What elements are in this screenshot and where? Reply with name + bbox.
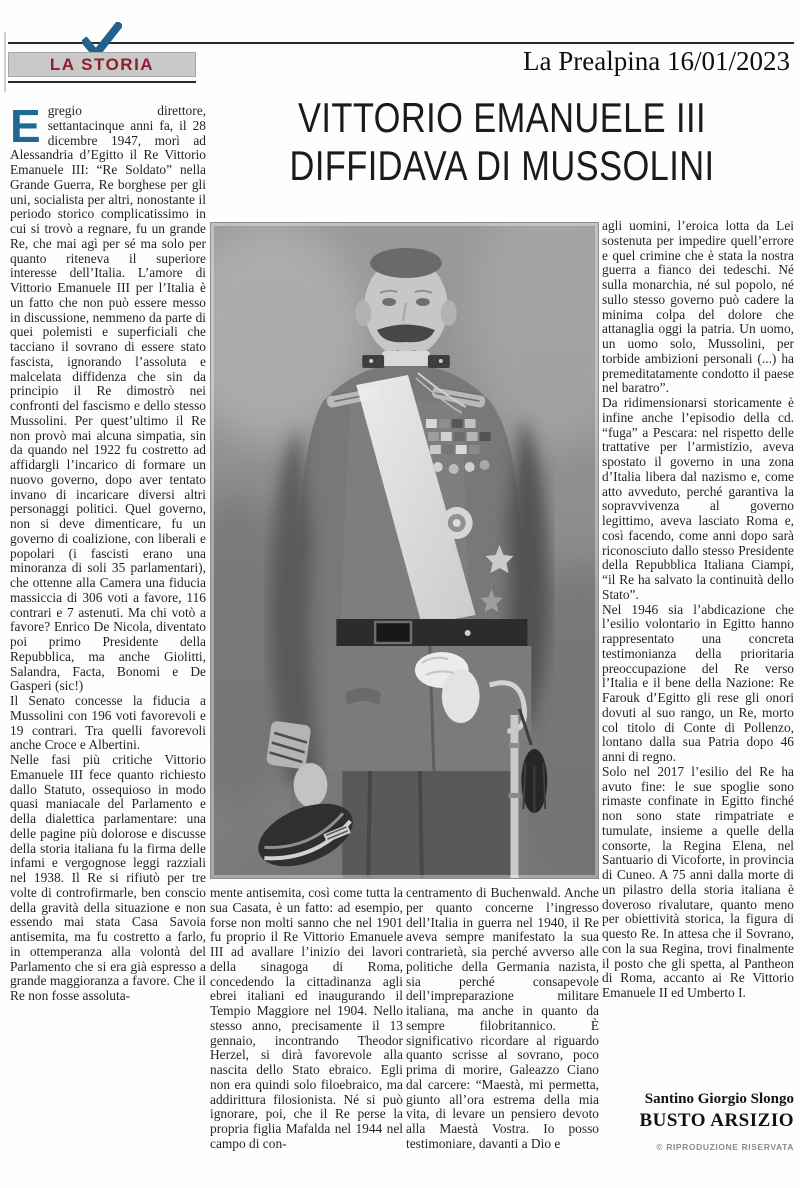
section-label-bar — [8, 52, 196, 77]
byline-city: BUSTO ARSIZIO — [639, 1110, 794, 1131]
section-label: LA STORIA — [49, 54, 155, 74]
drop-cap: E — [10, 104, 41, 152]
paragraph: Solo nel 2017 l’esilio del Re ha avuto fine: le sue spoglie sono rimaste confinate in Egitto finché non sono state rimpatriate e tumulate, insieme a quelle della consorte, la Regina Elena, nel Santuario di Vicoforte, in provincia di Cuneo. A 75 anni dalla morte di un pilastro della storia italiana è doveroso rivalutare, quanto meno per obiettività storica, la figura di questo Re. In attesa che il Sovrano, con la sua Regina, trovi finalmente il posto che gli spetta, al Pantheon di Roma, accanto ai Re Vittorio Emanuele II ed Umberto I. — [602, 763, 794, 1000]
paragraph: agli uomini, l’eroica lotta da Lei sostenuta per impedire quell’errore e quel crimine che è stata la nostra guerra a fianco dei tedeschi. Né sulla monarchia, né sul popolo, né sullo stesso governo può cadere la minima colpa del dolore che attanaglia oggi la patria. Un uomo, un uomo solo, Mussolini, per torbide ambizioni personali (...) ha premeditatamente condotto il paese nel baratro”. — [602, 219, 794, 396]
article-headline — [212, 94, 792, 190]
portrait-illustration — [211, 223, 598, 878]
paragraph: Nel 1946 sia l’abdicazione che l’esilio volontario in Egitto hanno rappresentato una concreta testimonianza della prioritaria preoccupazione del Re verso l’Italia e il bene della Nazione: Re Farouk d’Egitto gli rese gli onori dovuti al suo rango, un Re, morto col titolo di Conte di Pollenzo, lontano dalla sua Patria dopo 46 anni di regno. — [602, 601, 794, 764]
paragraph: Da ridimensionarsi storicamente è infine anche l’episodio della cd. “fuga” a Pescara: nel rispetto delle trattative per l’armistizio, aveva spostato il governo in una zona d’Italia libera dal nazismo e, come atto avveduto, perché garantiva la sopravvivenza al governo legittimo, aveva lasciato Roma e, così facendo, come anni dopo sarà riconosciuto dallo stesso Presidente della Repubblica Italiana Ciampi, “il Re ha salvato la continuità dello Stato”. — [602, 395, 794, 602]
column-left — [10, 104, 206, 1184]
paragraph: Il Senato concesse la fiducia a Mussolini con 196 voti favorevoli e 19 contrari. Tra quelli favorevoli anche Croce e Albertini. — [10, 693, 206, 753]
paragraph: Nelle fasi più critiche Vittorio Emanuele III fece quanto richiesto dallo Statuto, ossequioso in modo quasi maniacale del Parlamento e della dialettica parlamentare: una delle pagine più dolorose e discusse della storia italiana fu la firma delle infami e vergognose leggi razziali nel 1938. Il Re si rifiutò per tre volte di controfirmarle, ben conscio della gravità della situazione e non essendo mai stata Casa Savoia antisemita, ma fu costretto a farlo, in ottemperanza alla volontà del Parlamento che si era già espresso a grande maggioranza a favore. Che il Re non fosse assoluta- — [10, 752, 206, 1003]
column-middle — [210, 886, 403, 1186]
paragraph: centramento di Buchenwald. Anche per quanto concerne l’ingresso dell’Italia in guerra nel 1940, il Re aveva sempre manifestato la sua contrarietà, sia perché avverso alle politiche della Germania nazista, sia perché consapevole dell’impreparazione militare italiana, ma anche in quanto da sempre filobritannico. È significativo ricordare al riguardo quanto scrisse al sovrano, poco prima di morire, Galeazzo Ciano dal carcere: “Maestà, mi permetta, giunto all’ora estrema della mia vita, di levare un pensiero devoto alla Maestà Vostra. Io posso testimoniare, davanti a Dio e — [406, 886, 599, 1151]
column-center — [406, 886, 599, 1186]
byline-block — [602, 1090, 794, 1152]
scan-edge-artifact — [4, 32, 6, 92]
section-underrule — [8, 81, 196, 83]
paragraph — [10, 104, 206, 694]
byline-author: Santino Giorgio Slongo — [644, 1091, 794, 1107]
headline-line-2: DIFFIDAVA DI MUSSOLINI — [289, 142, 715, 189]
copyright-notice: © RIPRODUZIONE RISERVATA — [656, 1142, 794, 1152]
paragraph-text: gregio direttore, settantacinque anni fa, il 28 dicembre 1947, morì ad Alessandria d’Egitto il Re Vittorio Emanuele III: “Re Soldato” nella Grande Guerra, Re borghese per gli uni, socialista per altri, nonostante il periodo storico complicatissimo in cui si trovò a regnare, fu un grande Re, che mai agì per sé ma solo per quanto riteneva il superiore interesse dell’Italia. L’amore di Vittorio Emanuele III per l’Italia è un fatto che non può essere messo in discussione, nemmeno da parte di quei polemisti e superficiali che tacciano il sovrano di essere stato fascista, ignorando l’assoluta e malcelata diffidenza che sin da principio il Re dimostrò nei confronti del fascismo e dello stesso Mussolini. Per quest’ultimo il Re non provò mai alcuna simpatia, sin da quando nel 1922 fu costretto ad affidargli l’incarico di formare un nuovo governo, dopo aver tentato invano di incaricare diversi altri personaggi politici. Quel governo, non si deve dimenticare, fu un governo di coalizione, con liberali e popolari (i fascisti erano una minoranza di soli 35 parlamentari), che ottenne alla Camera una fiducia massiccia di 306 voti a favore, 116 contrari e 7 astenuti. Ma chi votò a favore? Enrico De Nicola, diventato poi primo Presidente della Repubblica, ma anche Giolitti, Salandra, Facta, Bonomi e De Gasperi (sic!) — [10, 104, 206, 694]
paragraph: mente antisemita, così come tutta la sua Casata, è un fatto: ad esempio, forse non molti sanno che nel 1901 fu proprio il Re Vittorio Emanuele III ad avallare l’inizio dei lavori della sinagoga di Roma, concedendo la cittadinanza agli ebrei italiani ed inaugurando il Tempio Maggiore nel 1904. Nello stesso anno, precisamente il 13 gennaio, incontrando Theodor Herzel, si dirà favorevole alla nascita dello Stato ebraico. Egli non era quindi solo filoebraico, ma addirittura filosionista. Né si può ignorare, poi, che il Re perse la propria figlia Mafalda nel 1944 nel campo di con- — [210, 886, 403, 1151]
paper-name-date: La Prealpina 16/01/2023 — [523, 46, 790, 76]
headline-line-1: VITTORIO EMANUELE III — [298, 94, 706, 141]
column-right — [602, 219, 794, 1089]
top-rule — [8, 42, 794, 44]
portrait-photo-vittorio-emanuele-iii — [210, 222, 599, 879]
